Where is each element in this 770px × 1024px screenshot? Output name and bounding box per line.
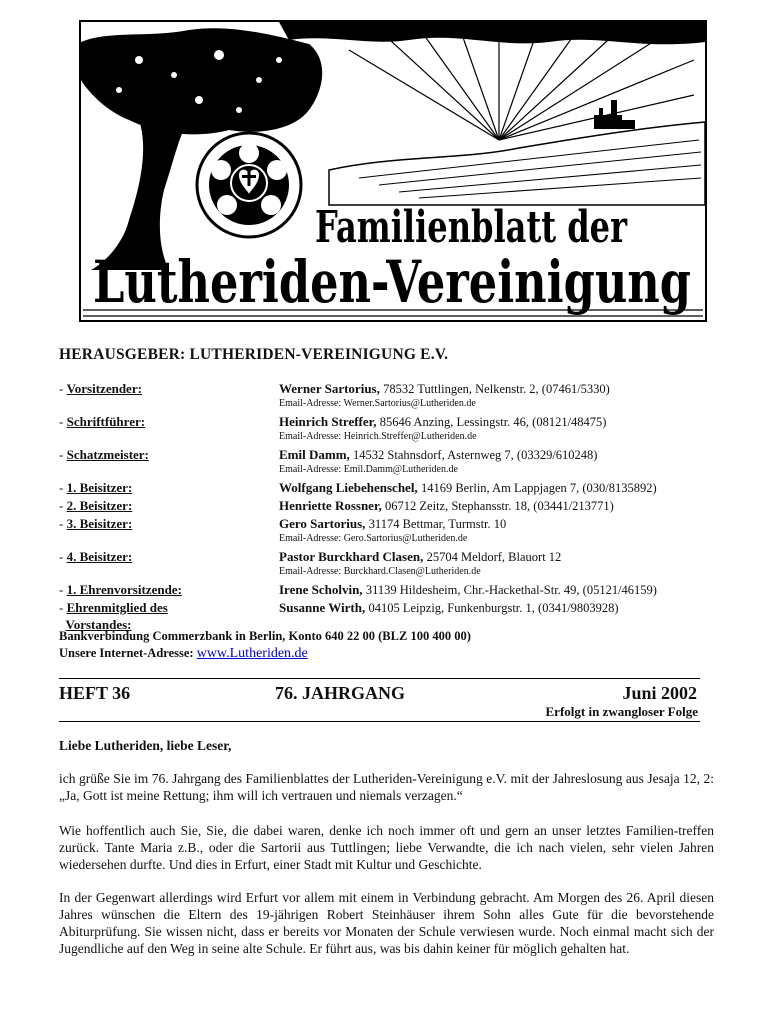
board-email: Email-Adresse: Heinrich.Streffer@Lutheriden.de	[279, 431, 477, 442]
board-entry	[59, 479, 719, 497]
board-person: Werner Sartorius, 78532 Tuttlingen, Nelkenstr. 2, (07461/5330)	[279, 381, 610, 396]
issue-frequency-note: Erfolgt in zwangloser Folge	[545, 704, 698, 719]
divider-bottom	[59, 721, 700, 722]
board-role: - Schriftführer:	[59, 414, 146, 429]
publisher-heading: HERAUSGEBER: LUTHERIDEN-VEREINIGUNG E.V.	[59, 346, 449, 363]
board-person: Pastor Burckhard Clasen, 25704 Meldorf, Blauort 12	[279, 549, 562, 564]
board-role: - Ehrenmitglied des Vorstandes:	[59, 600, 168, 632]
board-person: Heinrich Streffer, 85646 Anzing, Lessingstr. 46, (08121/48475)	[279, 414, 607, 429]
board-entry	[59, 548, 719, 578]
board-role: - 3. Beisitzer:	[59, 516, 133, 531]
board-email: Email-Adresse: Emil.Damm@Lutheriden.de	[279, 464, 458, 475]
board-entry	[59, 497, 719, 515]
board-person: Emil Damm, 14532 Stahnsdorf, Asternweg 7, (03329/610248)	[279, 447, 598, 462]
website-link[interactable]: www.Lutheriden.de	[196, 646, 308, 661]
masthead-illustration	[79, 20, 707, 322]
board-entry	[59, 413, 719, 443]
board-entry	[59, 581, 719, 599]
bank-account: Bankverbindung Commerzbank in Berlin, Konto 640 22 00 (BLZ 100 400 00)	[59, 629, 471, 643]
board-role: - Vorsitzender:	[59, 381, 142, 396]
bank-info	[59, 628, 471, 662]
board-email: Email-Adresse: Burckhard.Clasen@Lutheriden.de	[279, 566, 481, 577]
board-list	[59, 380, 719, 633]
issue-date: Juni 2002	[622, 683, 697, 703]
board-email: Email-Adresse: Gero.Sartorius@Lutheriden.de	[279, 533, 468, 544]
board-role: - 4. Beisitzer:	[59, 549, 133, 564]
letter-paragraph-2: Wie hoffentlich auch Sie, Sie, die dabei waren, denke ich noch immer oft und gern an unser letztes Familien-treffen zurück. Tante Maria z.B., oder die Sartorii aus Tuttlingen; liebe Verwandte, die ich nach vielen, sehr vielen Jahren wiedersehen durfte. Und dies in Erfurt, einer Stadt mit Kultur und Geschichte.	[59, 823, 714, 872]
letter-salutation: Liebe Lutheriden, liebe Leser,	[59, 738, 232, 753]
board-person: Gero Sartorius, 31174 Bettmar, Turmstr. 10	[279, 516, 507, 531]
letter-paragraph-1: ich grüße Sie im 76. Jahrgang des Familienblattes der Lutheriden-Vereinigung e.V. mit der Jahreslosung aus Jesaja 12, 2: „Ja, Gott ist meine Rettung; ihm will ich vertrauen und niemals verzagen.“	[59, 771, 714, 803]
board-entry	[59, 515, 719, 545]
masthead-title-line1: Familienblatt der	[315, 202, 628, 253]
divider-top	[59, 678, 700, 679]
board-entry	[59, 446, 719, 476]
board-role: - 1. Ehrenvorsitzende:	[59, 582, 182, 597]
letter-paragraph-3: In der Gegenwart allerdings wird Erfurt vor allem mit einem in Verbindung gebracht. Am Morgen des 26. April diesen Jahres wünschen die Eltern des 19-jährigen Robert Steinhäuser ihrem Sohn alles Gute für die bevorstehende Abiturprüfung. Sie wissen nicht, dass er bereits vor Monaten der Schule verwiesen wurde. Noch einmal macht sich der Jugendliche auf den Weg in seine alte Schule. Er führt aus, was bis dahin keiner für möglich gehalten hat.	[59, 890, 714, 956]
board-person: Irene Scholvin, 31139 Hildesheim, Chr.-Hackethal-Str. 49, (05121/46159)	[279, 582, 657, 597]
issue-volume: 76. JAHRGANG	[275, 683, 405, 703]
masthead-title-line2: Lutheriden-Vereinigung	[93, 248, 691, 316]
board-entry	[59, 380, 719, 410]
board-person: Wolfgang Liebehenschel, 14169 Berlin, Am Lappjagen 7, (030/8135892)	[279, 480, 657, 495]
website-line: Unsere Internet-Adresse: www.Lutheriden.de	[59, 646, 308, 661]
board-person: Susanne Wirth, 04105 Leipzig, Funkenburgstr. 1, (0341/9803928)	[279, 600, 619, 615]
board-role: - 1. Beisitzer:	[59, 480, 133, 495]
board-role: - 2. Beisitzer:	[59, 498, 133, 513]
board-person: Henriette Rossner, 06712 Zeitz, Stephansstr. 18, (03441/213771)	[279, 498, 614, 513]
issue-number: HEFT 36	[59, 683, 131, 703]
board-role: - Schatzmeister:	[59, 447, 149, 462]
board-email: Email-Adresse: Werner.Sartorius@Lutheriden.de	[279, 398, 476, 409]
